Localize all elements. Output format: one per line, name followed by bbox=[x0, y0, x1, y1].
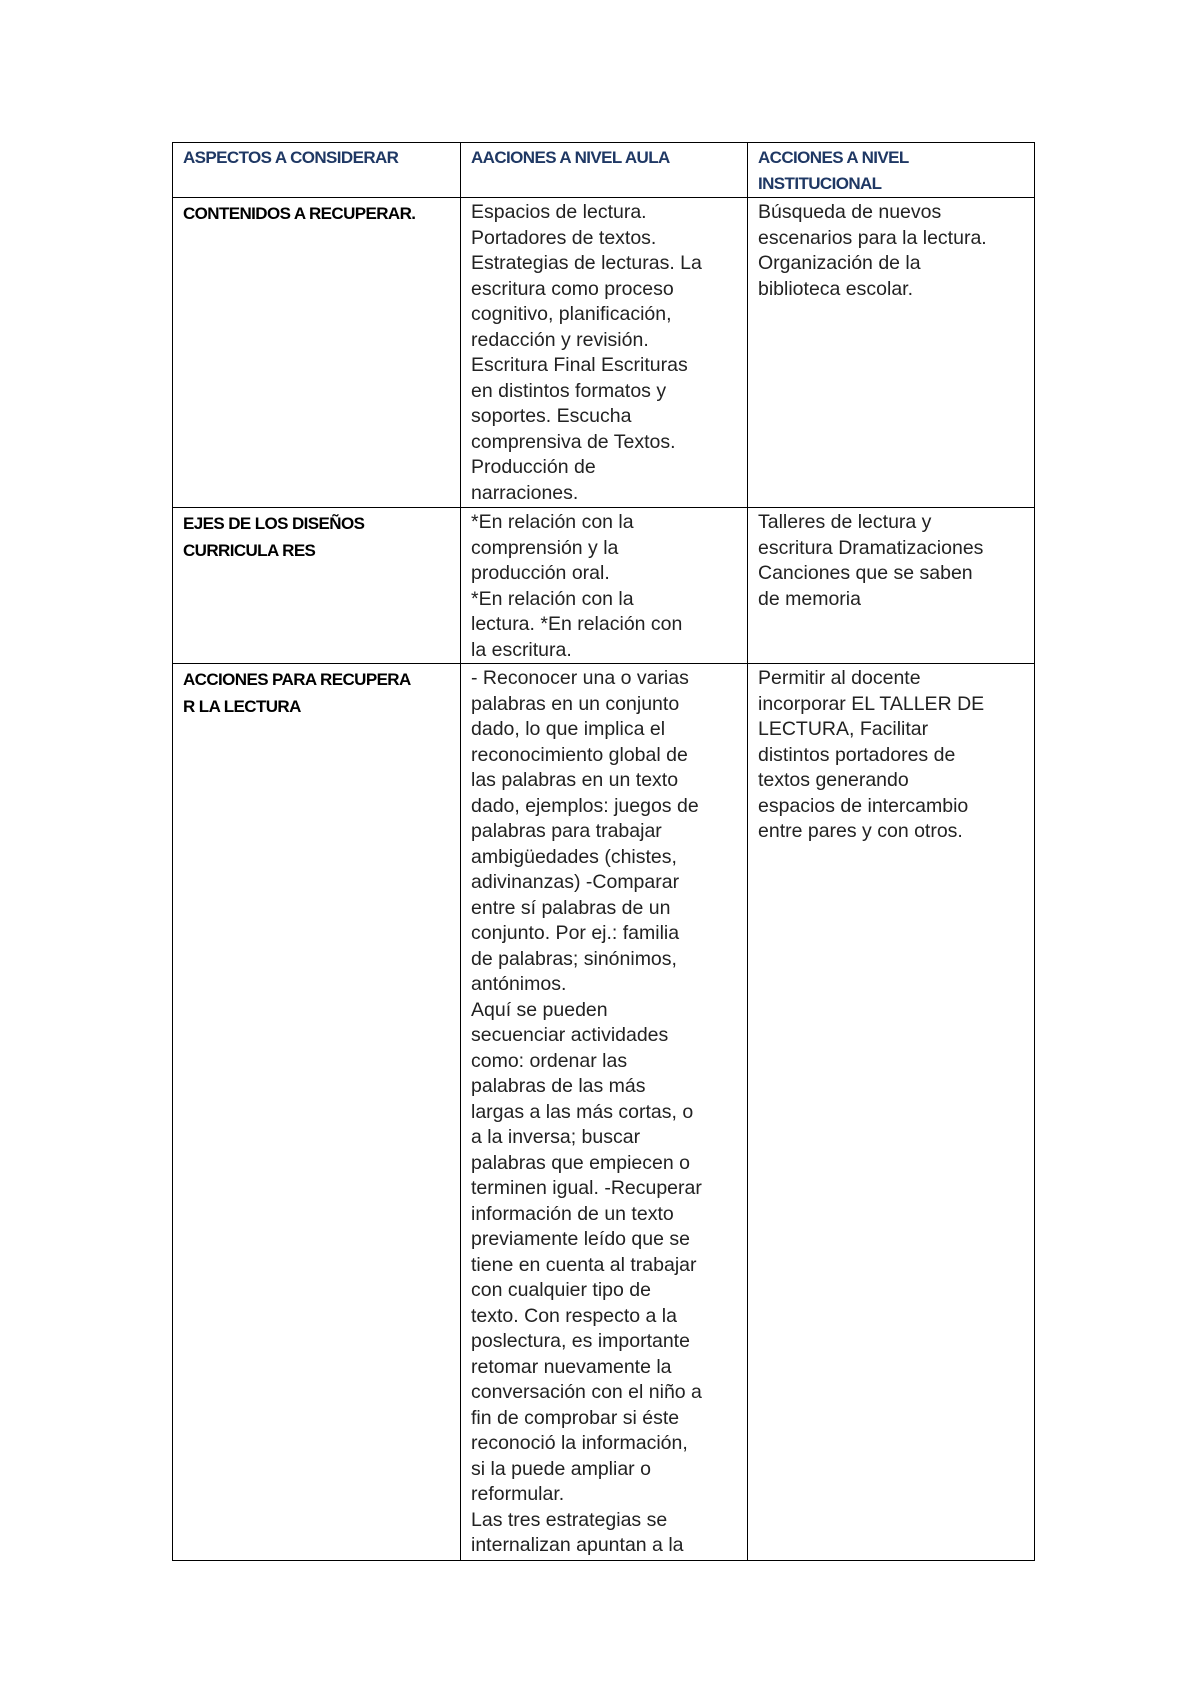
row-aula-cell bbox=[461, 198, 748, 508]
header-institucional: ACCIONES A NIVEL INSTITUCIONAL bbox=[758, 148, 909, 193]
row-aspect-cell bbox=[173, 508, 461, 664]
table-row bbox=[173, 508, 1035, 664]
row-aspect-cell bbox=[173, 664, 461, 1561]
row-aula-text: *En relación con la comprensión y la producción oral. *En relación con la lectura. *En relación con la escritura. bbox=[471, 511, 683, 661]
header-cell-aula bbox=[461, 143, 748, 198]
table-row bbox=[173, 198, 1035, 508]
row-institucional-text: Talleres de lectura y escritura Dramatizaciones Canciones que se saben de memoria bbox=[758, 511, 984, 610]
header-aspectos: ASPECTOS A CONSIDERAR bbox=[183, 148, 399, 167]
row-institucional-text: Búsqueda de nuevos escenarios para la lectura. Organización de la biblioteca escolar. bbox=[758, 201, 987, 300]
row-aspect-label: CONTENIDOS A RECUPERAR. bbox=[183, 204, 416, 223]
row-institucional-cell bbox=[748, 198, 1035, 508]
row-institucional-text: Permitir al docente incorporar EL TALLER DE LECTURA, Facilitar distintos portadores de textos generando espacios de intercambio entre pares y con otros. bbox=[758, 667, 985, 842]
row-aula-text: - Reconocer una o varias palabras en un conjunto dado, lo que implica el reconocimiento global de las palabras en un texto dado, ejemplos: juegos de palabras para trabajar ambigüedades (chistes, adivinanzas) -Comparar entre sí palabras de un conjunto. Por ej.: familia de palabras; sinónimos, antónimos. Aquí se pueden secuenciar actividades como: ordenar las palabras de las más largas a las más cortas, o a la inversa; buscar palabras que empiecen o terminen igual. -Recuperar información de un texto previamente leído que se tiene en cuenta al trabajar con cualquier tipo de texto. Con respecto a la poslectura, es importante retomar nuevamente la conversación con el niño a fin de comprobar si éste reconoció la información, si la puede ampliar o reformular. Las tres estrategias se internalizan apuntan a la bbox=[471, 667, 702, 1556]
header-aula: AACIONES A NIVEL AULA bbox=[471, 148, 670, 167]
table-row bbox=[173, 664, 1035, 1561]
header-cell-aspectos bbox=[173, 143, 461, 198]
row-aula-cell bbox=[461, 508, 748, 664]
actions-table bbox=[172, 142, 1035, 1561]
row-aula-text: Espacios de lectura. Portadores de textos. Estrategias de lecturas. La escritura como proceso cognitivo, planificación, redacción y revisión. Escritura Final Escrituras en distintos formatos y soportes. Escucha comprensiva de Textos. Producción de narraciones. bbox=[471, 201, 702, 504]
row-aula-cell bbox=[461, 664, 748, 1561]
row-aula-clip bbox=[471, 666, 737, 1560]
row-aspect-label: ACCIONES PARA RECUPERA R LA LECTURA bbox=[183, 670, 411, 716]
row-institucional-cell bbox=[748, 664, 1035, 1561]
row-institucional-cell bbox=[748, 508, 1035, 664]
row-aspect-label: EJES DE LOS DISEÑOS CURRICULA RES bbox=[183, 514, 365, 560]
header-cell-institucional bbox=[748, 143, 1035, 198]
row-aspect-cell bbox=[173, 198, 461, 508]
table-header-row bbox=[173, 143, 1035, 198]
